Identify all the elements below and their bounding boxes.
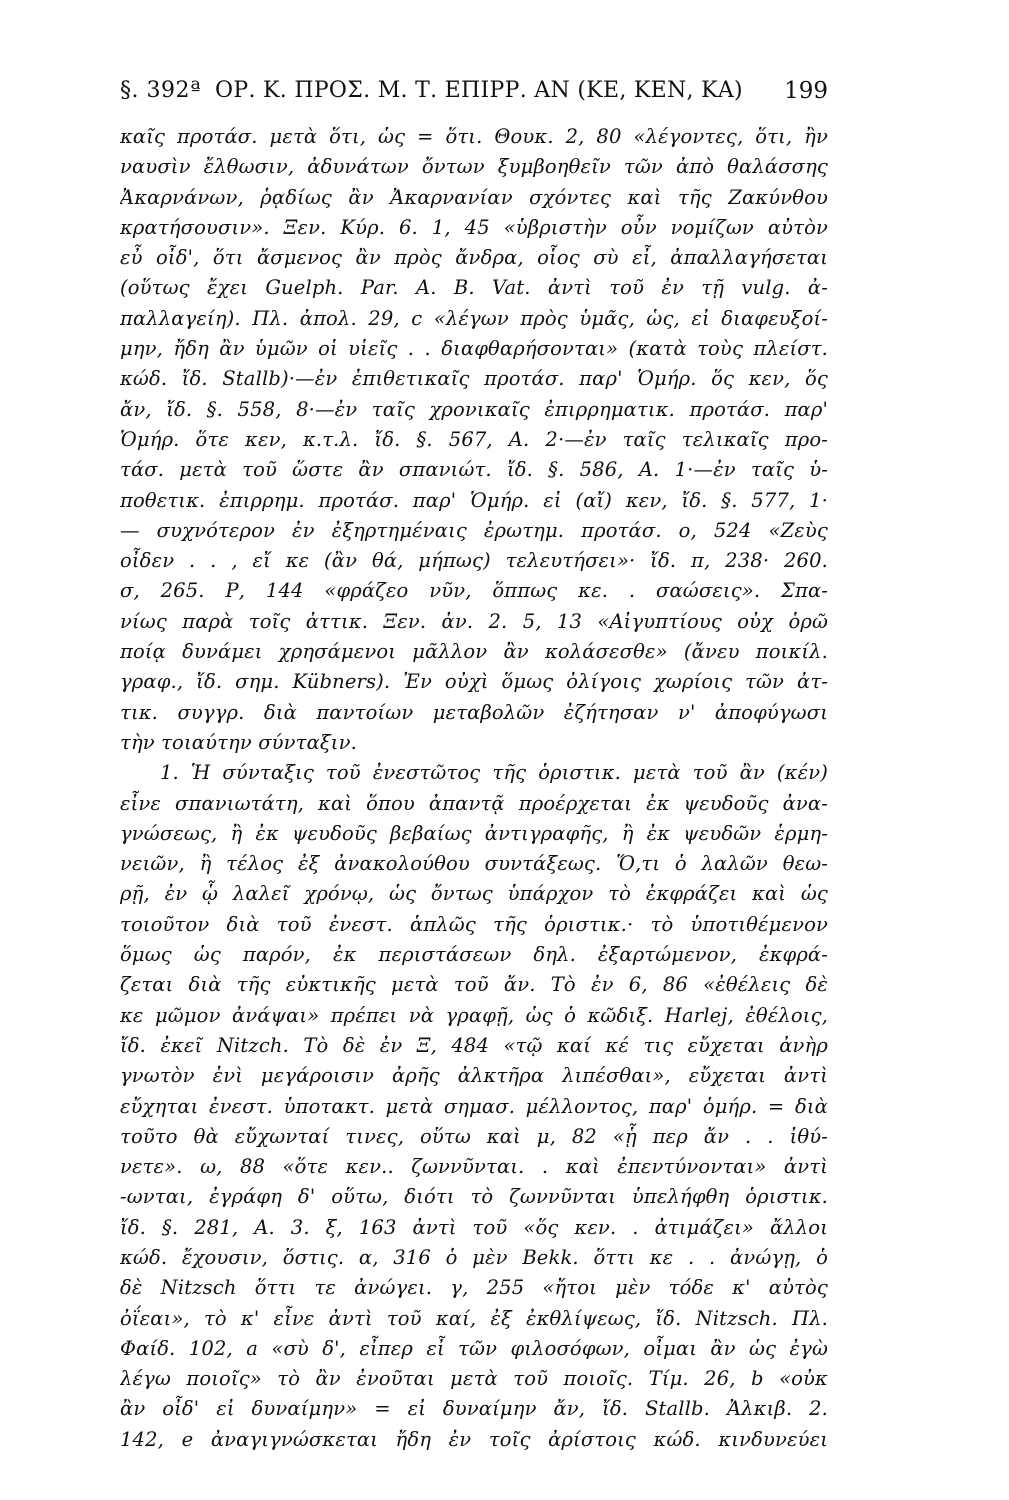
- text-line: Ὁμήρ. ὅτε κεν, κ.τ.λ. ἴδ. §. 567, A. 2·—ἐν ταῖς τελικαῖς προ-: [120, 427, 828, 451]
- text-line: παλλαγείη). Πλ. ἀπολ. 29, c «λέγων πρὸς ὑμᾶς, ὡς, εἰ διαφευξοί-: [120, 306, 828, 330]
- page-number: 199: [784, 78, 828, 104]
- text-line: κε μῶμον ἀνάψαι» πρέπει νὰ γραφῇ, ὡς ὁ κῶδιξ. Harlej, ἐθέλοις,: [120, 1003, 828, 1027]
- text-line: τάσ. μετὰ τοῦ ὥστε ἂν σπανιώτ. ἴδ. §. 586, A. 1·—ἐν ταῖς ὑ-: [120, 458, 828, 482]
- text-line: νετε». ω, 88 «ὅτε κεν.. ζωννῦνται. . καὶ ἐπεντύνονται» ἀντὶ: [120, 1155, 828, 1179]
- text-line: ποθετικ. ἐπιρρημ. προτάσ. παρ' Ὁμήρ. εἰ (αἴ) κεν, ἴδ. §. 577, 1·: [120, 488, 828, 512]
- text-line: ἄν, ἴδ. §. 558, 8·—ἐν ταῖς χρονικαῖς ἐπιρρηματικ. προτάσ. παρ': [120, 397, 828, 421]
- text-line: γνώσεως, ἢ ἐκ ψευδοῦς βεβαίως ἀντιγραφῆς, ἢ ἐκ ψευδῶν ἑρμη-: [120, 821, 828, 845]
- text-line: Ἀκαρνάνων, ῥᾳδίως ἂν Ἀκαρνανίαν σχόντες καὶ τῆς Ζακύνθου: [120, 185, 828, 209]
- text-line: δὲ Nitzsch ὅττι τε ἀνώγει. γ, 255 «ἤτοι μὲν τόδε κ' αὐτὸς: [120, 1276, 828, 1300]
- text-line: κρατήσουσιν». Ξεν. Κύρ. 6. 1, 45 «ὑβριστὴν οὖν νομίζων αὐτὸν: [120, 215, 828, 239]
- text-line: ναυσὶν ἔλθωσιν, ἀδυνάτων ὄντων ξυμβοηθεῖν τῶν ἀπὸ θαλάσσης: [120, 155, 828, 179]
- text-line: Φαίδ. 102, a «σὺ δ', εἶπερ εἶ τῶν φιλοσόφων, οἶμαι ἂν ὡς ἐγὼ: [120, 1336, 828, 1360]
- running-title: ΟΡ. Κ. ΠΡΟΣ. Μ. Τ. ΕΠΙΡΡ. ΑΝ (ΚΕ, ΚΕΝ, ΚΑ): [215, 78, 743, 103]
- text-line: ἴδ. §. 281, A. 3. ξ, 163 ἀντὶ τοῦ «ὅς κεν. . ἀτιμάζει» ἄλλοι: [120, 1215, 828, 1239]
- text-line: τοιοῦτον διὰ τοῦ ἐνεστ. ἁπλῶς τῆς ὁριστικ.· τὸ ὑποτιθέμενον: [120, 912, 828, 936]
- text-line: εἶνε σπανιωτάτη, καὶ ὅπου ἀπαντᾷ προέρχεται ἐκ ψευδοῦς ἀνα-: [120, 791, 828, 815]
- text-line: γραφ., ἴδ. σημ. Kübners). Ἐν οὐχὶ ὅμως ὀλίγοις χωρίοις τῶν ἀτ-: [120, 670, 828, 694]
- text-line: 142, e ἀναγιγνώσκεται ἤδη ἐν τοῖς ἀρίστοις κώδ. κινδυνεύει: [120, 1427, 828, 1451]
- text-line: εὔχηται ἐνεστ. ὑποτακτ. μετὰ σημασ. μέλλοντος, παρ' ὁμήρ. = διὰ: [120, 1094, 828, 1118]
- text-line: καῖς προτάσ. μετὰ ὅτι, ὡς = ὅτι. Θουκ. 2, 80 «λέγοντες, ὅτι, ἢν: [120, 125, 828, 148]
- text-line: -ωνται, ἐγράφη δ' οὕτω, διότι τὸ ζωννῦνται ὑπελήφθη ὁριστικ.: [120, 1185, 828, 1209]
- text-line: (οὕτως ἔχει Guelph. Par. A. B. Vat. ἀντὶ τοῦ ἐν τῇ vulg. ἀ-: [120, 276, 828, 300]
- text-line: — συχνότερον ἐν ἐξηρτημέναις ἐρωτημ. προτάσ. ο, 524 «Ζεὺς: [120, 518, 828, 542]
- text-line: οἶδεν . . , εἴ κε (ἂν θά, μήπως) τελευτήσει»· ἴδ. π, 238· 260.: [120, 549, 828, 573]
- text-line: κώδ. ἔχουσιν, ὅστις. α, 316 ὁ μὲν Bekk. ὅττι κε . . ἀνώγῃ, ὁ: [120, 1245, 828, 1269]
- text-line: ὅμως ὡς παρόν, ἐκ περιστάσεων δηλ. ἐξαρτώμενον, ἐκφρά-: [120, 943, 828, 967]
- text-line: εὖ οἶδ', ὅτι ἄσμενος ἂν πρὸς ἄνδρα, οἷος σὺ εἶ, ἀπαλλαγήσεται: [120, 246, 828, 270]
- text-line: σ, 265. Ρ, 144 «φράζεο νῦν, ὅππως κε. . σαώσεις». Σπα-: [120, 579, 828, 603]
- running-head: [120, 78, 828, 110]
- paragraph-start-line: 1. Ἡ σύνταξις τοῦ ἐνεστῶτος τῆς ὁριστικ. μετὰ τοῦ ἂν (κέν): [160, 761, 828, 785]
- text-line: λέγω ποιοῖς» τὸ ἂν ἐνοῦται μετὰ τοῦ ποιοῖς. Τίμ. 26, b «οὐκ: [120, 1367, 828, 1391]
- text-line: ἂν οἶδ' εἰ δυναίμην» = εἰ δυναίμην ἄν, ἴδ. Stallb. Ἀλκιβ. 2.: [120, 1397, 828, 1421]
- text-line: τικ. συγγρ. διὰ παντοίων μεταβολῶν ἐζήτησαν ν' ἀποφύγωσι: [120, 700, 828, 724]
- text-line: κώδ. ἴδ. Stallb)·—ἐν ἐπιθετικαῖς προτάσ. παρ' Ὁμήρ. ὅς κεν, ὅς: [120, 367, 828, 391]
- text-line: τοῦτο θὰ εὔχωνταί τινες, οὕτω καὶ μ, 82 «ᾗ περ ἄν . . ἰθύ-: [120, 1124, 828, 1148]
- text-line: νίως παρὰ τοῖς ἀττικ. Ξεν. ἀν. 2. 5, 13 «Αἰγυπτίους οὐχ ὁρῶ: [120, 609, 828, 633]
- text-line: ζεται διὰ τῆς εὐκτικῆς μετὰ τοῦ ἄν. Τὸ ἐν 6, 86 «ἐθέλεις δὲ: [120, 973, 828, 997]
- body-text: [120, 122, 828, 1455]
- section-number: §. 392ª: [120, 78, 201, 103]
- text-line: ἴδ. ἐκεῖ Nitzch. Τὸ δὲ ἐν Ξ, 484 «τῷ καί κέ τις εὔχεται ἀνὴρ: [120, 1033, 828, 1057]
- text-line: ρῇ, ἐν ᾧ λαλεῖ χρόνῳ, ὡς ὄντως ὑπάρχον τὸ ἐκφράζει καὶ ὡς: [120, 882, 828, 906]
- paragraph-end-line: τὴν τοιαύτην σύνταξιν.: [120, 730, 357, 754]
- text-line: ποίᾳ δυνάμει χρησάμενοι μᾶλλον ἂν κολάσεσθε» (ἄνευ ποικίλ.: [120, 640, 828, 664]
- text-line: μην, ἤδη ἂν ὑμῶν οἱ υἱεῖς . . διαφθαρήσονται» (κατὰ τοὺς πλείστ.: [120, 337, 828, 361]
- text-line: ὀΐεαι», τὸ κ' εἶνε ἀντὶ τοῦ καί, ἐξ ἐκθλίψεως, ἴδ. Nitzsch. Πλ.: [120, 1306, 828, 1330]
- text-line: νειῶν, ἢ τέλος ἐξ ἀνακολούθου συντάξεως. Ὅ,τι ὁ λαλῶν θεω-: [120, 852, 828, 876]
- text-line: γνωτὸν ἐνὶ μεγάροισιν ἀρῆς ἀλκτῆρα λιπέσθαι», εὔχεται ἀντὶ: [120, 1064, 828, 1088]
